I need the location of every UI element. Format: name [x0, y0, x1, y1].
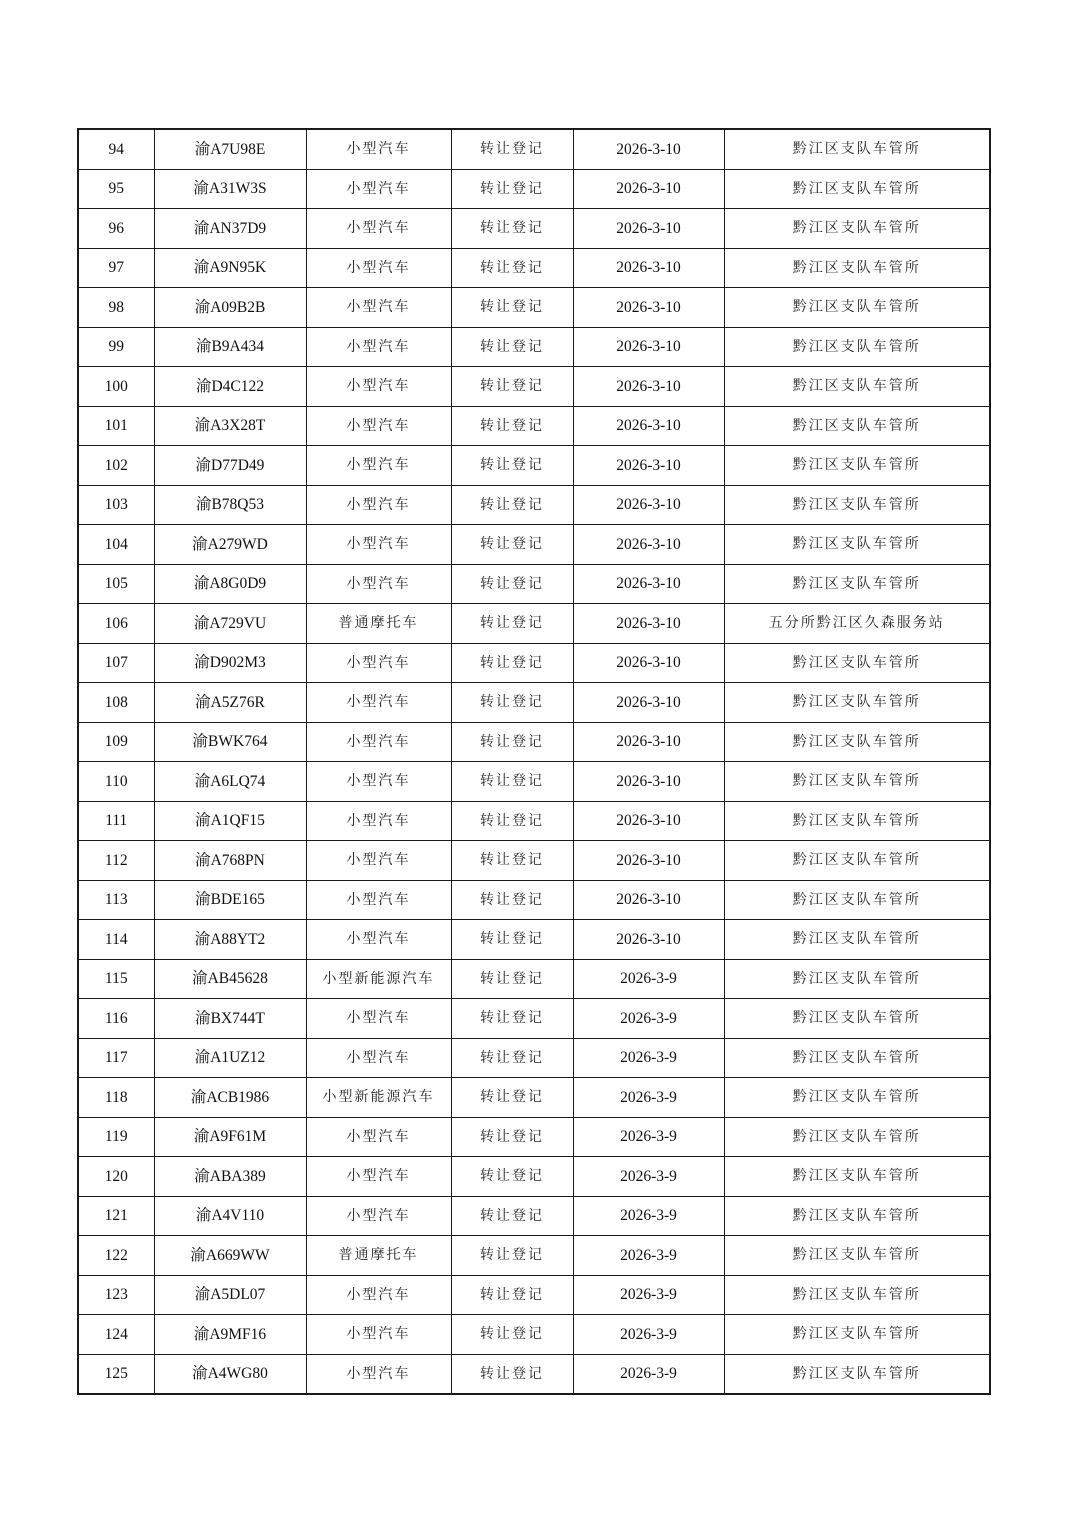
date-cell: 2026-3-10 — [573, 683, 724, 723]
date-cell: 2026-3-10 — [573, 248, 724, 288]
row-number-cell: 117 — [78, 1038, 154, 1078]
row-number-cell: 100 — [78, 367, 154, 407]
office-cell: 黔江区支队车管所 — [724, 288, 990, 328]
date-cell: 2026-3-9 — [573, 959, 724, 999]
business-type-cell: 转让登记 — [451, 1117, 573, 1157]
date-cell: 2026-3-9 — [573, 1236, 724, 1276]
office-cell: 黔江区支队车管所 — [724, 762, 990, 802]
row-number-cell: 119 — [78, 1117, 154, 1157]
vehicle-type-cell: 小型汽车 — [306, 1354, 451, 1394]
row-number-cell: 116 — [78, 999, 154, 1039]
vehicle-type-cell: 小型汽车 — [306, 999, 451, 1039]
row-number-cell: 101 — [78, 406, 154, 446]
date-cell: 2026-3-10 — [573, 841, 724, 881]
office-cell: 黔江区支队车管所 — [724, 880, 990, 920]
vehicle-type-cell: 小型汽车 — [306, 564, 451, 604]
date-cell: 2026-3-9 — [573, 1078, 724, 1118]
table-body — [78, 129, 990, 1394]
plate-number-cell: 渝B78Q53 — [154, 485, 306, 525]
table-row — [78, 446, 990, 486]
date-cell: 2026-3-9 — [573, 1315, 724, 1355]
business-type-cell: 转让登记 — [451, 327, 573, 367]
row-number-cell: 94 — [78, 129, 154, 169]
plate-number-cell: 渝A88YT2 — [154, 920, 306, 960]
date-cell: 2026-3-9 — [573, 1117, 724, 1157]
vehicle-type-cell: 小型汽车 — [306, 169, 451, 209]
vehicle-type-cell: 小型汽车 — [306, 762, 451, 802]
plate-number-cell: 渝A31W3S — [154, 169, 306, 209]
business-type-cell: 转让登记 — [451, 999, 573, 1039]
business-type-cell: 转让登记 — [451, 643, 573, 683]
vehicle-type-cell: 小型汽车 — [306, 1117, 451, 1157]
row-number-cell: 102 — [78, 446, 154, 486]
business-type-cell: 转让登记 — [451, 1157, 573, 1197]
table-row — [78, 1038, 990, 1078]
plate-number-cell: 渝D4C122 — [154, 367, 306, 407]
business-type-cell: 转让登记 — [451, 1354, 573, 1394]
vehicle-type-cell: 小型汽车 — [306, 643, 451, 683]
office-cell: 黔江区支队车管所 — [724, 367, 990, 407]
vehicle-type-cell: 小型汽车 — [306, 722, 451, 762]
row-number-cell: 125 — [78, 1354, 154, 1394]
table-row — [78, 841, 990, 881]
table-row — [78, 1236, 990, 1276]
plate-number-cell: 渝BX744T — [154, 999, 306, 1039]
date-cell: 2026-3-10 — [573, 801, 724, 841]
row-number-cell: 124 — [78, 1315, 154, 1355]
vehicle-type-cell: 小型汽车 — [306, 288, 451, 328]
business-type-cell: 转让登记 — [451, 841, 573, 881]
date-cell: 2026-3-10 — [573, 406, 724, 446]
plate-number-cell: 渝A768PN — [154, 841, 306, 881]
office-cell: 黔江区支队车管所 — [724, 722, 990, 762]
business-type-cell: 转让登记 — [451, 525, 573, 565]
business-type-cell: 转让登记 — [451, 129, 573, 169]
row-number-cell: 103 — [78, 485, 154, 525]
plate-number-cell: 渝A09B2B — [154, 288, 306, 328]
business-type-cell: 转让登记 — [451, 722, 573, 762]
row-number-cell: 95 — [78, 169, 154, 209]
vehicle-type-cell: 小型汽车 — [306, 683, 451, 723]
plate-number-cell: 渝ABA389 — [154, 1157, 306, 1197]
office-cell: 黔江区支队车管所 — [724, 999, 990, 1039]
table-row — [78, 564, 990, 604]
vehicle-type-cell: 小型汽车 — [306, 525, 451, 565]
vehicle-type-cell: 小型汽车 — [306, 367, 451, 407]
vehicle-type-cell: 小型汽车 — [306, 880, 451, 920]
office-cell: 黔江区支队车管所 — [724, 446, 990, 486]
vehicle-type-cell: 小型汽车 — [306, 841, 451, 881]
vehicle-type-cell: 小型汽车 — [306, 801, 451, 841]
office-cell: 黔江区支队车管所 — [724, 327, 990, 367]
row-number-cell: 111 — [78, 801, 154, 841]
plate-number-cell: 渝A279WD — [154, 525, 306, 565]
row-number-cell: 96 — [78, 209, 154, 249]
table-row — [78, 327, 990, 367]
row-number-cell: 107 — [78, 643, 154, 683]
date-cell: 2026-3-9 — [573, 1354, 724, 1394]
table-row — [78, 1117, 990, 1157]
business-type-cell: 转让登记 — [451, 1236, 573, 1276]
office-cell: 五分所黔江区久森服务站 — [724, 604, 990, 644]
row-number-cell: 122 — [78, 1236, 154, 1276]
row-number-cell: 108 — [78, 683, 154, 723]
row-number-cell: 113 — [78, 880, 154, 920]
plate-number-cell: 渝AB45628 — [154, 959, 306, 999]
plate-number-cell: 渝A8G0D9 — [154, 564, 306, 604]
table-row — [78, 683, 990, 723]
plate-number-cell: 渝A729VU — [154, 604, 306, 644]
business-type-cell: 转让登记 — [451, 762, 573, 802]
date-cell: 2026-3-9 — [573, 1157, 724, 1197]
vehicle-type-cell: 普通摩托车 — [306, 1236, 451, 1276]
office-cell: 黔江区支队车管所 — [724, 525, 990, 565]
business-type-cell: 转让登记 — [451, 604, 573, 644]
plate-number-cell: 渝A4V110 — [154, 1196, 306, 1236]
plate-number-cell: 渝A669WW — [154, 1236, 306, 1276]
office-cell: 黔江区支队车管所 — [724, 1157, 990, 1197]
vehicle-transfer-table — [77, 128, 991, 1395]
office-cell: 黔江区支队车管所 — [724, 1038, 990, 1078]
row-number-cell: 123 — [78, 1275, 154, 1315]
vehicle-type-cell: 小型汽车 — [306, 327, 451, 367]
table-row — [78, 762, 990, 802]
plate-number-cell: 渝A9MF16 — [154, 1315, 306, 1355]
date-cell: 2026-3-10 — [573, 367, 724, 407]
vehicle-type-cell: 小型汽车 — [306, 446, 451, 486]
office-cell: 黔江区支队车管所 — [724, 209, 990, 249]
date-cell: 2026-3-10 — [573, 920, 724, 960]
date-cell: 2026-3-10 — [573, 129, 724, 169]
business-type-cell: 转让登记 — [451, 485, 573, 525]
plate-number-cell: 渝A9F61M — [154, 1117, 306, 1157]
date-cell: 2026-3-9 — [573, 999, 724, 1039]
row-number-cell: 114 — [78, 920, 154, 960]
plate-number-cell: 渝A6LQ74 — [154, 762, 306, 802]
vehicle-type-cell: 小型汽车 — [306, 1315, 451, 1355]
date-cell: 2026-3-10 — [573, 564, 724, 604]
plate-number-cell: 渝A4WG80 — [154, 1354, 306, 1394]
table-row — [78, 959, 990, 999]
business-type-cell: 转让登记 — [451, 801, 573, 841]
row-number-cell: 121 — [78, 1196, 154, 1236]
vehicle-type-cell: 小型汽车 — [306, 406, 451, 446]
table-row — [78, 1157, 990, 1197]
business-type-cell: 转让登记 — [451, 169, 573, 209]
table-row — [78, 1078, 990, 1118]
plate-number-cell: 渝BWK764 — [154, 722, 306, 762]
vehicle-type-cell: 小型汽车 — [306, 129, 451, 169]
table-row — [78, 1315, 990, 1355]
plate-number-cell: 渝BDE165 — [154, 880, 306, 920]
date-cell: 2026-3-10 — [573, 762, 724, 802]
table-row — [78, 880, 990, 920]
table-row — [78, 1275, 990, 1315]
plate-number-cell: 渝A7U98E — [154, 129, 306, 169]
office-cell: 黔江区支队车管所 — [724, 406, 990, 446]
row-number-cell: 97 — [78, 248, 154, 288]
business-type-cell: 转让登记 — [451, 880, 573, 920]
office-cell: 黔江区支队车管所 — [724, 1236, 990, 1276]
date-cell: 2026-3-9 — [573, 1038, 724, 1078]
vehicle-type-cell: 小型新能源汽车 — [306, 959, 451, 999]
office-cell: 黔江区支队车管所 — [724, 564, 990, 604]
office-cell: 黔江区支队车管所 — [724, 129, 990, 169]
office-cell: 黔江区支队车管所 — [724, 643, 990, 683]
row-number-cell: 98 — [78, 288, 154, 328]
vehicle-type-cell: 小型汽车 — [306, 1275, 451, 1315]
table-row — [78, 485, 990, 525]
office-cell: 黔江区支队车管所 — [724, 841, 990, 881]
business-type-cell: 转让登记 — [451, 446, 573, 486]
row-number-cell: 104 — [78, 525, 154, 565]
table-row — [78, 1354, 990, 1394]
business-type-cell: 转让登记 — [451, 1078, 573, 1118]
plate-number-cell: 渝D902M3 — [154, 643, 306, 683]
plate-number-cell: 渝A5Z76R — [154, 683, 306, 723]
row-number-cell: 115 — [78, 959, 154, 999]
plate-number-cell: 渝A5DL07 — [154, 1275, 306, 1315]
business-type-cell: 转让登记 — [451, 1196, 573, 1236]
plate-number-cell: 渝A1QF15 — [154, 801, 306, 841]
vehicle-type-cell: 小型汽车 — [306, 1196, 451, 1236]
date-cell: 2026-3-10 — [573, 485, 724, 525]
row-number-cell: 106 — [78, 604, 154, 644]
plate-number-cell: 渝A1UZ12 — [154, 1038, 306, 1078]
business-type-cell: 转让登记 — [451, 683, 573, 723]
table-row — [78, 999, 990, 1039]
office-cell: 黔江区支队车管所 — [724, 1354, 990, 1394]
vehicle-type-cell: 小型新能源汽车 — [306, 1078, 451, 1118]
business-type-cell: 转让登记 — [451, 406, 573, 446]
table-row — [78, 722, 990, 762]
plate-number-cell: 渝ACB1986 — [154, 1078, 306, 1118]
table-row — [78, 920, 990, 960]
row-number-cell: 110 — [78, 762, 154, 802]
date-cell: 2026-3-10 — [573, 288, 724, 328]
date-cell: 2026-3-9 — [573, 1275, 724, 1315]
table-row — [78, 129, 990, 169]
business-type-cell: 转让登记 — [451, 920, 573, 960]
business-type-cell: 转让登记 — [451, 288, 573, 328]
vehicle-type-cell: 小型汽车 — [306, 1038, 451, 1078]
table-row — [78, 169, 990, 209]
office-cell: 黔江区支队车管所 — [724, 1078, 990, 1118]
vehicle-type-cell: 小型汽车 — [306, 209, 451, 249]
row-number-cell: 105 — [78, 564, 154, 604]
table-row — [78, 248, 990, 288]
office-cell: 黔江区支队车管所 — [724, 1196, 990, 1236]
table-row — [78, 367, 990, 407]
table-row — [78, 288, 990, 328]
business-type-cell: 转让登记 — [451, 248, 573, 288]
office-cell: 黔江区支队车管所 — [724, 801, 990, 841]
office-cell: 黔江区支队车管所 — [724, 169, 990, 209]
table-row — [78, 643, 990, 683]
business-type-cell: 转让登记 — [451, 1038, 573, 1078]
table-row — [78, 406, 990, 446]
vehicle-type-cell: 小型汽车 — [306, 920, 451, 960]
business-type-cell: 转让登记 — [451, 209, 573, 249]
office-cell: 黔江区支队车管所 — [724, 1117, 990, 1157]
table-row — [78, 801, 990, 841]
office-cell: 黔江区支队车管所 — [724, 959, 990, 999]
vehicle-type-cell: 小型汽车 — [306, 1157, 451, 1197]
row-number-cell: 118 — [78, 1078, 154, 1118]
plate-number-cell: 渝A3X28T — [154, 406, 306, 446]
office-cell: 黔江区支队车管所 — [724, 485, 990, 525]
table-row — [78, 209, 990, 249]
business-type-cell: 转让登记 — [451, 564, 573, 604]
business-type-cell: 转让登记 — [451, 1315, 573, 1355]
plate-number-cell: 渝A9N95K — [154, 248, 306, 288]
date-cell: 2026-3-10 — [573, 604, 724, 644]
business-type-cell: 转让登记 — [451, 1275, 573, 1315]
date-cell: 2026-3-10 — [573, 169, 724, 209]
row-number-cell: 109 — [78, 722, 154, 762]
office-cell: 黔江区支队车管所 — [724, 248, 990, 288]
date-cell: 2026-3-10 — [573, 722, 724, 762]
vehicle-type-cell: 小型汽车 — [306, 248, 451, 288]
vehicle-type-cell: 普通摩托车 — [306, 604, 451, 644]
date-cell: 2026-3-10 — [573, 525, 724, 565]
row-number-cell: 99 — [78, 327, 154, 367]
table-row — [78, 604, 990, 644]
date-cell: 2026-3-10 — [573, 327, 724, 367]
date-cell: 2026-3-9 — [573, 1196, 724, 1236]
plate-number-cell: 渝D77D49 — [154, 446, 306, 486]
vehicle-type-cell: 小型汽车 — [306, 485, 451, 525]
office-cell: 黔江区支队车管所 — [724, 1315, 990, 1355]
office-cell: 黔江区支队车管所 — [724, 683, 990, 723]
plate-number-cell: 渝AN37D9 — [154, 209, 306, 249]
office-cell: 黔江区支队车管所 — [724, 1275, 990, 1315]
business-type-cell: 转让登记 — [451, 367, 573, 407]
row-number-cell: 120 — [78, 1157, 154, 1197]
row-number-cell: 112 — [78, 841, 154, 881]
date-cell: 2026-3-10 — [573, 643, 724, 683]
plate-number-cell: 渝B9A434 — [154, 327, 306, 367]
date-cell: 2026-3-10 — [573, 880, 724, 920]
table-row — [78, 525, 990, 565]
office-cell: 黔江区支队车管所 — [724, 920, 990, 960]
table-row — [78, 1196, 990, 1236]
date-cell: 2026-3-10 — [573, 209, 724, 249]
date-cell: 2026-3-10 — [573, 446, 724, 486]
business-type-cell: 转让登记 — [451, 959, 573, 999]
